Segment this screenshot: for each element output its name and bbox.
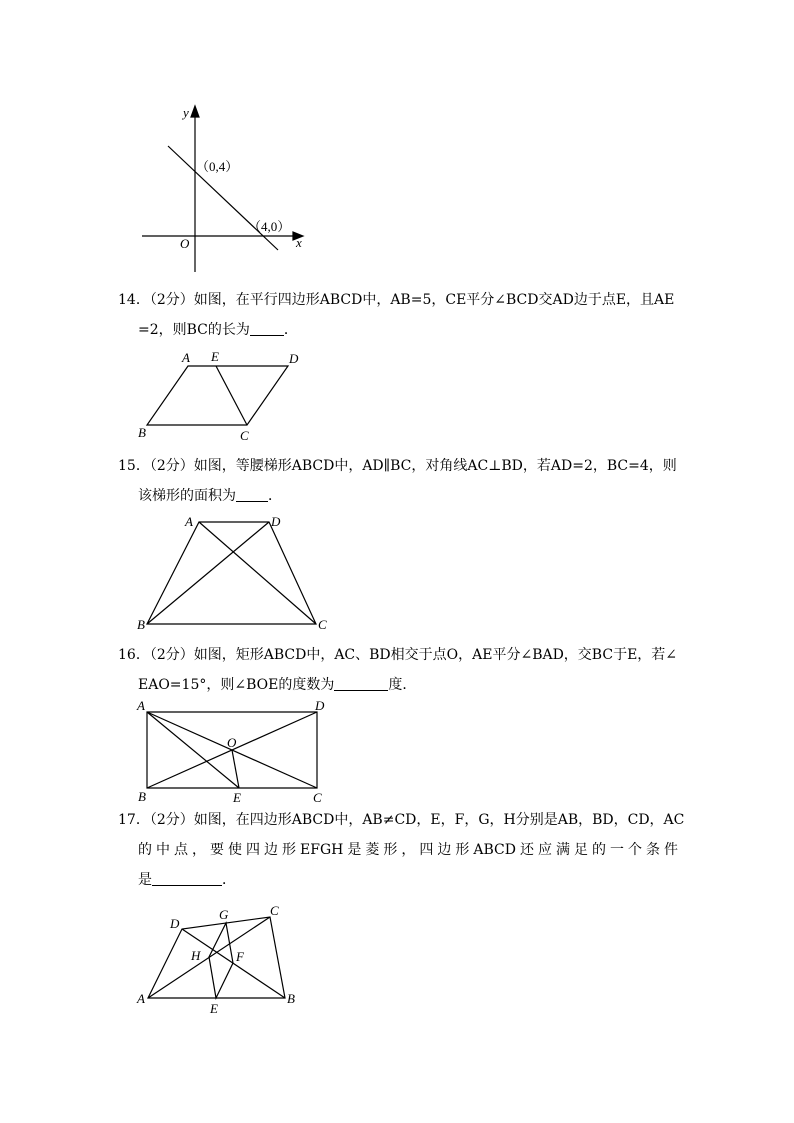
question-14 (118, 285, 678, 345)
rectangle-figure (130, 695, 340, 810)
question-17-period: ． (222, 872, 236, 888)
vertex-label-o: O (227, 735, 237, 750)
y-axis-arrow-icon (191, 106, 199, 117)
vertex-label-b: B (287, 991, 295, 1006)
quadrilateral-abcd (148, 917, 285, 998)
question-17-line-2: 的中点，要使四边形EFGH是菱形，四边形ABCD还应满足的一个条件 (138, 842, 678, 858)
question-15-line-1: 15．（2分）如图，等腰梯形ABCD中，AD∥BC，对角线AC⊥BD，若AD=2，BC=4，则 (118, 458, 677, 474)
question-17-line-1: 17．（2分）如图，在四边形ABCD中，AB≠CD，E，F，G，H分别是AB，BD，CD，AC (118, 812, 685, 828)
quadrilateral-figure (130, 900, 310, 1020)
question-16-unit: 度． (388, 677, 417, 693)
segment-ce (216, 366, 247, 425)
question-15-text: 该梯形的面积为 (138, 488, 236, 504)
vertex-label-b: B (138, 789, 146, 804)
question-14-line-2 (118, 315, 678, 345)
vertex-label-c: C (240, 428, 249, 443)
diagonal-ac (199, 522, 316, 624)
vertex-label-a: A (137, 991, 145, 1006)
vertex-label-f: F (236, 949, 244, 964)
answer-blank-17[interactable] (152, 871, 222, 886)
vertex-label-a: A (185, 514, 193, 529)
x-axis-label: x (296, 235, 302, 250)
question-17-text: 是 (138, 872, 152, 888)
parallelogram-figure (130, 345, 310, 445)
diagonal-bd (182, 929, 285, 998)
vertex-label-h: H (191, 948, 201, 963)
question-15-period: ． (268, 488, 282, 504)
answer-blank-15[interactable] (236, 487, 268, 502)
trapezoid-abcd (147, 522, 316, 624)
vertex-label-d: D (289, 351, 299, 366)
question-17-line-3 (118, 865, 678, 895)
vertex-label-d: D (271, 514, 281, 529)
question-15 (118, 451, 678, 511)
question-14-line-1: 14．（2分）如图，在平行四边形ABCD中，AB=5，CE平分∠BCD交AD边于点E，且AE (118, 292, 675, 308)
vertex-label-a: A (137, 698, 145, 713)
vertex-label-e: E (233, 790, 241, 805)
parallelogram-abcd (147, 366, 288, 425)
question-14-text: =2，则BC的长为 (138, 322, 250, 338)
question-16 (118, 640, 678, 700)
vertex-label-c: C (313, 790, 322, 805)
vertex-label-b: B (138, 425, 146, 440)
segment-oe (232, 750, 239, 788)
diagonal-bd (147, 522, 269, 624)
question-15-line-2 (118, 481, 678, 511)
point-label-0-4: （0,4） (196, 159, 239, 174)
vertex-label-b: B (137, 617, 145, 632)
question-16-line-1: 16．（2分）如图，矩形ABCD中，AC、BD相交于点O，AE平分∠BAD，交BC于E，若∠ (118, 647, 678, 663)
vertex-label-e: E (211, 349, 219, 364)
question-17 (118, 805, 685, 895)
vertex-label-g: G (219, 907, 229, 922)
vertex-label-a: A (182, 350, 190, 365)
vertex-label-d: D (315, 698, 325, 713)
answer-blank-14[interactable] (250, 321, 284, 336)
vertex-label-d: D (170, 916, 180, 931)
trapezoid-figure (130, 510, 340, 635)
question-16-text: EAO=15°，则∠BOE的度数为 (138, 677, 335, 693)
point-label-4-0: （4,0） (248, 219, 291, 234)
vertex-label-c: C (270, 903, 279, 918)
y-axis-label: y (183, 105, 189, 120)
vertex-label-c: C (318, 617, 327, 632)
origin-label: O (180, 236, 190, 251)
coordinate-graph-figure (130, 100, 320, 280)
question-14-period: ． (283, 322, 298, 338)
vertex-label-e: E (210, 1001, 218, 1016)
answer-blank-16[interactable] (334, 676, 388, 691)
segment-ae (147, 712, 239, 788)
